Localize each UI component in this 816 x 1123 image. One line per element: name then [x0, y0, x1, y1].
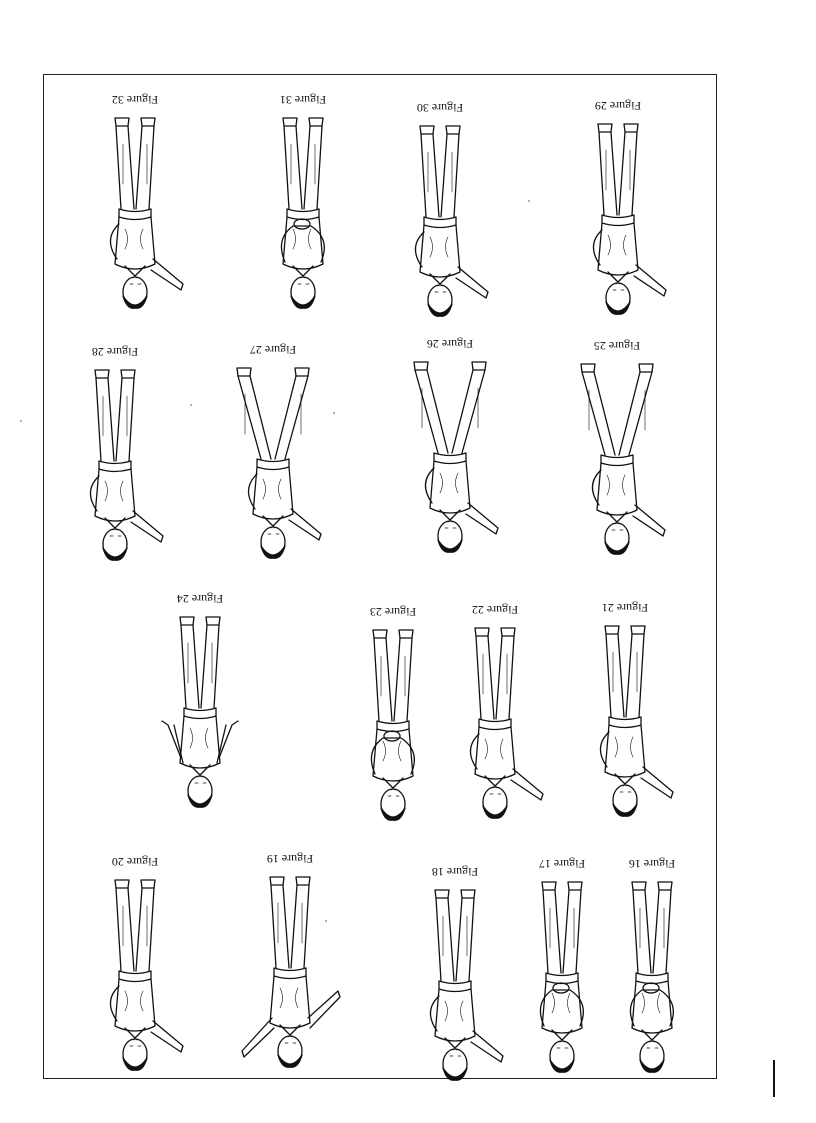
- figure-illustration: [85, 114, 185, 319]
- figure-cell-23: [338, 598, 448, 828]
- figure-illustration: [85, 876, 185, 1081]
- figure-drawing: [540, 882, 583, 1072]
- scan-speck: [528, 200, 530, 202]
- figure-cell-18: [400, 858, 510, 1088]
- figure-illustration: [567, 360, 667, 565]
- scan-speck: [333, 412, 335, 414]
- figure-caption: Figure 16: [628, 857, 676, 871]
- figure-drawing: [281, 118, 324, 308]
- figure-cell-22: [440, 596, 550, 826]
- scan-speck: [20, 420, 22, 422]
- page-edge-mark: [773, 1060, 775, 1097]
- figure-drawing: [430, 890, 503, 1080]
- figure-illustration: [400, 358, 500, 563]
- figure-illustration: [150, 613, 250, 818]
- figure-drawing: [415, 126, 488, 316]
- figure-drawing: [371, 630, 414, 820]
- figure-drawing: [162, 617, 238, 807]
- figure-cell-17: [507, 850, 617, 1080]
- figure-caption: Figure 31: [279, 93, 327, 107]
- figure-cell-27: [218, 336, 328, 566]
- figure-caption: Figure 27: [249, 343, 297, 357]
- figure-illustration: [602, 878, 702, 1083]
- figure-cell-20: [80, 848, 190, 1078]
- figure-illustration: [512, 878, 612, 1083]
- figure-illustration: [568, 120, 668, 325]
- figure-illustration: [343, 626, 443, 831]
- figure-cell-28: [60, 338, 170, 568]
- figure-drawing: [414, 362, 498, 552]
- figure-caption: Figure 20: [111, 855, 159, 869]
- figure-drawing: [593, 124, 666, 314]
- figure-drawing: [110, 118, 183, 308]
- figure-cell-30: [385, 94, 495, 324]
- figure-cell-26: [395, 330, 505, 560]
- figure-illustration: [445, 624, 545, 829]
- figure-cell-19: [235, 845, 345, 1075]
- figure-drawing: [237, 368, 321, 558]
- figure-illustration: [65, 366, 165, 571]
- figure-drawing: [90, 370, 163, 560]
- figure-caption: Figure 22: [471, 603, 519, 617]
- figure-illustration: [240, 873, 340, 1078]
- figure-drawing: [630, 882, 673, 1072]
- figure-illustration: [223, 364, 323, 569]
- figure-caption: Figure 24: [176, 592, 224, 606]
- figure-cell-31: [248, 86, 358, 316]
- figure-illustration: [253, 114, 353, 319]
- figure-drawing: [110, 880, 183, 1070]
- figure-cell-32: [80, 86, 190, 316]
- figure-drawing: [581, 364, 665, 554]
- figure-caption: Figure 32: [111, 93, 159, 107]
- figure-cell-24: [145, 585, 255, 815]
- figure-caption: Figure 17: [538, 857, 586, 871]
- figure-cell-29: [563, 92, 673, 322]
- figure-drawing: [600, 626, 673, 816]
- figure-illustration: [390, 122, 490, 327]
- figure-caption: Figure 25: [593, 339, 641, 353]
- figure-cell-25: [562, 332, 672, 562]
- figure-caption: Figure 19: [266, 852, 314, 866]
- figure-caption: Figure 28: [91, 345, 139, 359]
- figure-caption: Figure 30: [416, 101, 464, 115]
- figure-drawing: [470, 628, 543, 818]
- figure-cell-21: [570, 594, 680, 824]
- scan-speck: [325, 920, 327, 922]
- figure-caption: Figure 29: [594, 99, 642, 113]
- figure-illustration: [405, 886, 505, 1091]
- figure-caption: Figure 23: [369, 605, 417, 619]
- figure-caption: Figure 26: [426, 337, 474, 351]
- figure-caption: Figure 18: [431, 865, 479, 879]
- figure-caption: Figure 21: [601, 601, 649, 615]
- figure-drawing: [242, 877, 340, 1067]
- scan-speck: [190, 404, 192, 406]
- figure-illustration: [575, 622, 675, 827]
